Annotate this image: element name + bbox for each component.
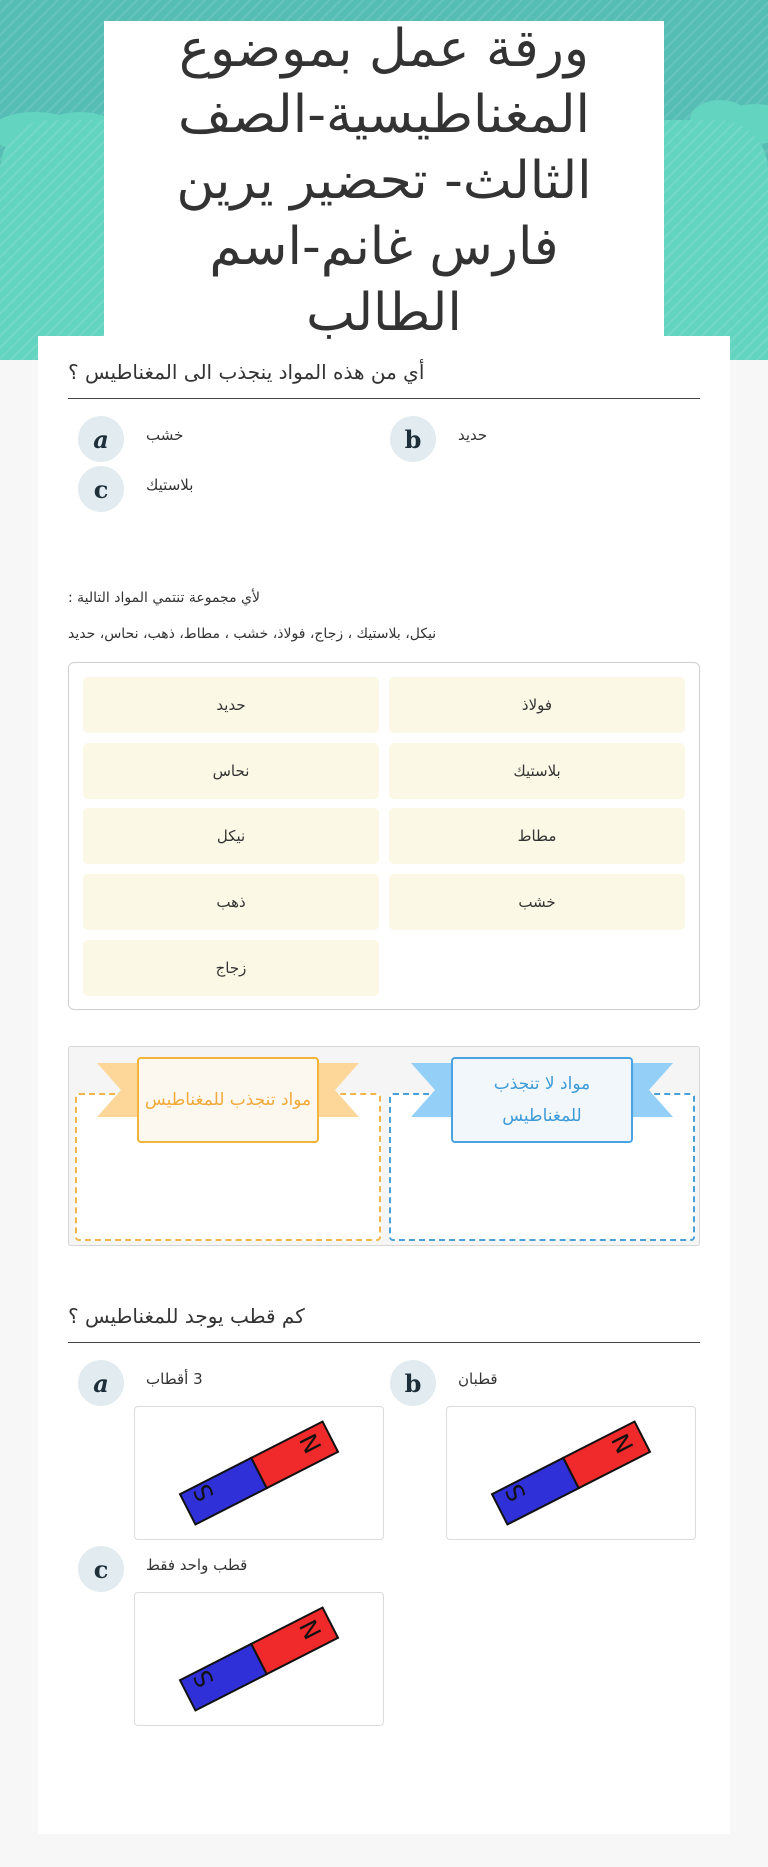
- question-2-prompt: لأي مجموعة تنتمي المواد التالية :: [68, 590, 260, 606]
- question-1-title: أي من هذه المواد ينجذب الى المغناطيس ؟: [68, 360, 700, 399]
- option-label: بلاستيك: [146, 476, 194, 494]
- title-card: [104, 21, 664, 341]
- question-1-option-a[interactable]: [78, 416, 183, 462]
- bar-magnet-icon: [159, 1604, 359, 1714]
- svg-text:N: N: [606, 1428, 640, 1458]
- option-label: قطبان: [458, 1370, 498, 1388]
- option-c-badge: c: [78, 1546, 124, 1592]
- option-b-badge: b: [390, 416, 436, 462]
- svg-text:S: S: [187, 1665, 220, 1692]
- category-ribbon-magnetic: [97, 1057, 359, 1147]
- option-b-badge: b: [390, 1360, 436, 1406]
- category-label-magnetic: مواد تنجذب للمغناطيس: [137, 1057, 319, 1143]
- question-1-option-c[interactable]: [78, 466, 193, 512]
- option-b-image[interactable]: [446, 1406, 696, 1540]
- question-3-option-c[interactable]: [78, 1546, 247, 1592]
- chip-steel[interactable]: فولاذ: [389, 677, 685, 733]
- option-a-badge: a: [78, 416, 124, 462]
- category-label-non-magnetic: مواد لا تنجذب للمغناطيس: [451, 1057, 633, 1143]
- option-label: قطب واحد فقط: [146, 1556, 248, 1574]
- chip-rubber[interactable]: مطاط: [389, 808, 685, 864]
- option-a-badge: a: [78, 1360, 124, 1406]
- question-1-option-b[interactable]: [390, 416, 487, 462]
- question-3-title: كم قطب يوجد للمغناطيس ؟: [68, 1304, 700, 1343]
- bar-magnet-icon: [471, 1418, 671, 1528]
- word-bank: [68, 662, 700, 1010]
- category-ribbon-non-magnetic: [411, 1057, 673, 1147]
- svg-text:S: S: [187, 1479, 220, 1506]
- question-3-option-a[interactable]: [78, 1360, 203, 1406]
- worksheet-body: [38, 336, 730, 1834]
- chip-iron[interactable]: حديد: [83, 677, 379, 733]
- option-c-badge: c: [78, 466, 124, 512]
- option-label: 3 أقطاب: [146, 1370, 203, 1388]
- svg-text:N: N: [294, 1614, 328, 1644]
- chip-plastic[interactable]: بلاستيك: [389, 743, 685, 799]
- sorting-area: [68, 1046, 700, 1246]
- svg-text:N: N: [294, 1428, 328, 1458]
- chip-glass[interactable]: زجاج: [83, 940, 379, 996]
- option-a-image[interactable]: [134, 1406, 384, 1540]
- chip-gold[interactable]: ذهب: [83, 874, 379, 930]
- question-3-option-b[interactable]: [390, 1360, 498, 1406]
- chip-copper[interactable]: نحاس: [83, 743, 379, 799]
- option-label: خشب: [146, 426, 184, 444]
- chip-wood[interactable]: خشب: [389, 874, 685, 930]
- question-2-materials: نيكل، بلاستيك ، زجاج، فولاذ، خشب ، مطاط، ذهب، نحاس، حديد: [68, 626, 437, 642]
- chip-nickel[interactable]: نيكل: [83, 808, 379, 864]
- option-label: حديد: [458, 426, 488, 444]
- svg-text:S: S: [499, 1479, 532, 1506]
- worksheet-title: ورقة عمل بموضوع المغناطيسية-الصف الثالث- تحضير يرين فارس غانم-اسم الطالب: [176, 19, 592, 343]
- option-c-image[interactable]: [134, 1592, 384, 1726]
- bar-magnet-icon: [159, 1418, 359, 1528]
